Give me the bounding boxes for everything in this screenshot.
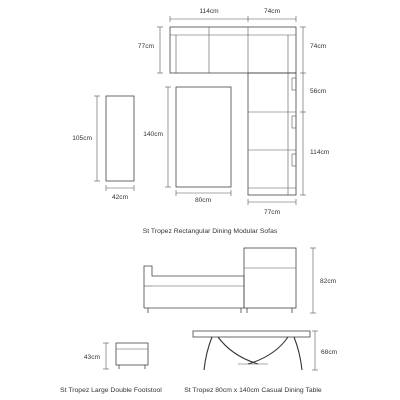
table-top — [193, 331, 310, 337]
label-sofa-long-side: 114cm — [310, 149, 330, 156]
table-rect — [176, 87, 231, 187]
label-table-height: 140cm — [143, 131, 163, 138]
label-sofa-corner-width: 74cm — [263, 8, 281, 15]
caption-footstool: St Tropez Large Double Footstool — [60, 387, 162, 394]
sofa-notch — [292, 116, 296, 128]
label-sofa-side-height: 82cm — [320, 278, 337, 285]
sofa-side-right — [244, 248, 296, 308]
dim-table-height — [143, 87, 171, 187]
bench-rect — [106, 96, 134, 181]
dim-sofa-long-side — [300, 112, 330, 195]
table-leg — [204, 337, 212, 370]
footstool-body — [116, 343, 148, 365]
dim-table-width — [176, 190, 231, 204]
dim-sofa-bottom-width — [248, 199, 296, 216]
table-side-view — [193, 331, 310, 370]
sofa-top-view — [170, 27, 296, 195]
label-sofa-depth-left: 77cm — [137, 43, 154, 50]
dim-sofa-corner-width — [248, 8, 296, 22]
table-leg — [248, 337, 288, 364]
label-bench-height: 105cm — [72, 135, 92, 142]
label-sofa-width: 114cm — [199, 8, 219, 15]
dim-sofa-segment-height — [300, 73, 327, 112]
dim-sofa-depth-left — [138, 27, 163, 73]
dim-bench-height — [72, 96, 100, 181]
bench-top-view — [106, 96, 134, 181]
label-table-width: 80cm — [194, 197, 212, 204]
sofa-notch — [292, 78, 296, 90]
label-bench-width: 42cm — [111, 194, 129, 201]
sofa-side-left — [144, 266, 244, 308]
label-sofa-segment-height: 56cm — [310, 88, 327, 95]
footstool-side-view — [116, 343, 148, 369]
table-leg — [294, 337, 302, 370]
dim-footstool-height — [84, 343, 109, 369]
dim-sofa-depth-right — [300, 27, 327, 73]
sofa-side-section — [248, 73, 296, 195]
table-top-view — [176, 87, 231, 187]
table-leg — [218, 337, 258, 364]
label-sofa-depth-right: 74cm — [310, 43, 327, 50]
dim-sofa-width — [170, 8, 248, 22]
label-footstool-height: 43cm — [83, 354, 100, 361]
caption-sofa-set: St Tropez Rectangular Dining Modular Sofas — [142, 228, 278, 235]
dim-table-side-height — [312, 331, 338, 370]
sofa-side-view — [144, 248, 296, 313]
dim-bench-width — [106, 185, 134, 201]
label-sofa-bottom-width: 77cm — [263, 209, 281, 216]
dim-sofa-side-height — [310, 248, 337, 313]
sofa-notch — [292, 154, 296, 166]
label-table-side-height: 68cm — [321, 349, 338, 356]
caption-dining-table: St Tropez 80cm x 140cm Casual Dining Table — [184, 387, 322, 394]
sofa-top-section — [170, 27, 296, 73]
